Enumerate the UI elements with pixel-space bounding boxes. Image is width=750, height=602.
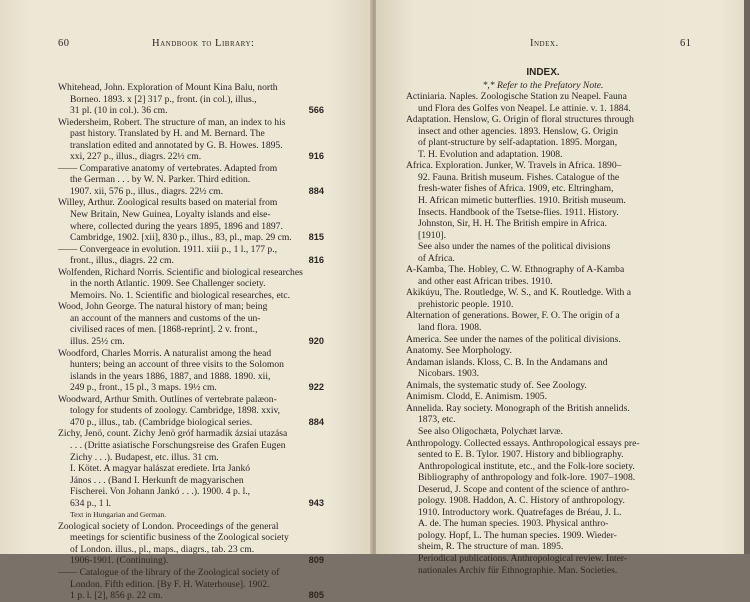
right-entry <box>406 391 680 403</box>
left-entry <box>58 567 324 602</box>
entry-line: hunters; being an account of three visits to the Solomon <box>70 359 284 371</box>
entry-line: —— Comparative anatomy of vertebrates. Adapted from <box>58 162 278 174</box>
right-entry <box>406 160 680 241</box>
entry-line: London. Fifth edition. [By F. H. Waterhouse]. 1902. <box>70 578 270 590</box>
entry-line: [1910]. <box>418 229 446 241</box>
left-entry <box>58 521 324 567</box>
catalogue-number: 920 <box>308 336 324 347</box>
entry-line: of plant-structure by self-adaptation. 1895. Morgan, <box>418 137 618 149</box>
page-edge <box>744 0 750 554</box>
running-header-right: Index. <box>530 38 559 49</box>
right-entry <box>406 380 680 392</box>
catalogue-number: 916 <box>308 151 324 162</box>
entry-line: 1906-1901. (Continuing). <box>70 555 169 567</box>
right-entry <box>406 114 680 160</box>
catalogue-number: 809 <box>308 555 324 566</box>
prefatory-note <box>406 80 680 92</box>
page-number-right: 61 <box>680 38 692 49</box>
catalogue-number: 884 <box>308 185 324 196</box>
entry-line: tology for students of zoology. Cambridge, 1898. xxiv, <box>70 405 281 417</box>
left-entry <box>58 428 324 509</box>
entry-line: Animism. Clodd, E. Animism. 1905. <box>406 391 547 403</box>
entry-line: Memoirs. No. 1. Scientific and biological researches, etc. <box>70 289 291 301</box>
entry-line: Whitehead, John. Exploration of Mount Kina Balu, north <box>58 82 278 93</box>
entry-line: Anatomy. See Morphology. <box>406 345 512 357</box>
entry-line: Zoological society of London. Proceedings of the general <box>58 520 279 532</box>
right-entry <box>406 426 680 438</box>
entry-line: 1910. Introductory work. Quatrefages de Bréau, J. L. <box>418 506 622 518</box>
left-entry <box>58 82 324 117</box>
entry-line: front., illus., diagrs. 22 cm. <box>70 255 174 267</box>
running-header-left: Handbook to Library: <box>152 38 255 49</box>
entry-line: Andaman islands. Kloss, C. B. In the Andamans and <box>406 356 608 368</box>
entry-line: Zichy, Jenö, count. Zichy Jenö gróf harmadik ázsiai utazása <box>58 428 288 440</box>
right-entry <box>406 357 680 380</box>
left-entry <box>58 301 324 347</box>
entry-line: Deserud, J. Scope and content of the science of anthro- <box>418 483 630 495</box>
entry-line: . . . (Dritte asiatische Forschungsreise des Grafen Eugen <box>70 439 286 451</box>
entry-line: Africa. Exploration. Junker, W. Travels in Africa. 1890– <box>406 160 622 172</box>
right-entry <box>406 438 680 577</box>
right-entry <box>406 403 680 426</box>
entry-line: —— Convergeace in evolution. 1911. xiii p., 1 l., 177 p., <box>58 243 278 255</box>
entry-line: translation edited and annotated by G. B. Howes. 1895. <box>70 139 283 151</box>
entry-line: of London. illus., pl., maps., diagrs., tab. 23 cm. <box>70 543 255 555</box>
entry-line: János . . . (Band I. Herkunft de magyarischen <box>70 474 244 486</box>
entry-line: prehistoric people. 1910. <box>418 298 514 310</box>
right-page <box>376 0 750 576</box>
entry-line: 249 p., front., 15 pl., 3 maps. 19½ cm. <box>70 382 217 394</box>
left-page <box>0 0 372 602</box>
catalogue-number: 884 <box>308 416 324 427</box>
entry-line: land flora. 1908. <box>418 322 482 334</box>
entry-line: Animals, the systematic study of. See Zoology. <box>406 379 587 391</box>
entry-line: H. African mimetic butterflies. 1910. British museum. <box>418 195 626 207</box>
entry-line: where, collected during the years 1895, 1896 and 1897. <box>70 220 283 232</box>
index-title: INDEX. <box>526 67 560 78</box>
right-entry <box>406 334 680 346</box>
entry-line: the German . . . by W. N. Parker. Third edition. <box>70 174 251 186</box>
entry-line: in the north Atlantic. 1909. See Challenger society. <box>70 278 266 290</box>
catalogue-number: 815 <box>308 232 324 243</box>
entry-line: 634 p., 1 l. <box>70 497 112 509</box>
left-entry <box>58 394 324 429</box>
entry-line: illus. 25½ cm. <box>70 336 125 348</box>
entry-line: Wolfenden, Richard Norris. Scientific and biological researches <box>58 266 303 278</box>
entry-line: I. Kötet. A magyar halászat erediete. Irta Jankó <box>70 463 251 475</box>
left-entry <box>58 163 324 198</box>
entry-line: Zichy . . .). Budapest, etc. illus. 31 cm. <box>70 451 219 463</box>
entry-line: 1873, etc. <box>418 414 456 426</box>
entry-line: and other east African tribes. 1910. <box>418 275 553 287</box>
right-entry <box>406 345 680 357</box>
prefatory-note-text: *,* Refer to the Prefatory Note. <box>482 79 604 91</box>
entry-line: Bibliography of anthropology and folk-lore. 1907–1908. <box>418 472 636 484</box>
entry-line: T. H. Evolution and adaptation. 1908. <box>418 148 563 160</box>
entry-line: Cambridge, 1902. [xii], 830 p., illus., 83, pl., map. 29 cm. <box>70 232 292 244</box>
entry-line: Alternation of generations. Bower, F. O. The origin of a <box>406 310 620 322</box>
entry-line: Nicobars. 1903. <box>418 368 480 380</box>
entry-line: 92. Fauna. British museum. Fishes. Catalogue of the <box>418 171 620 183</box>
catalogue-number: 805 <box>308 590 324 601</box>
entry-line: meetings for scientific business of the Zoological society <box>70 532 289 544</box>
entry-line: nationales Archiv für Ethnographie. Man. Societies. <box>418 564 618 576</box>
entry-line: 1 p. l. [2], 856 p. 22 cm. <box>70 590 163 602</box>
entry-line: und Flora des Golfes von Neapel. Le attinie. v. 1. 1884. <box>418 102 631 114</box>
entry-line: civilised races of men. [1868-reprint]. 2 v. front., <box>70 324 258 336</box>
entry-line: insect and other agencies. 1893. Henslow, G. Origin <box>418 125 618 137</box>
entry-line: an account of the manners and customs of the un- <box>70 312 261 324</box>
entry-line: fresh-water fishes of Africa. 1909, etc. Eltringham, <box>418 183 614 195</box>
left-entry <box>58 197 324 243</box>
entry-line: Fischerei. Von Johann Jankó . . .). 1900. 4 p. l., <box>70 486 251 498</box>
entry-line: 1907. xii, 576 p., illus., diagrs. 22½ cm. <box>70 185 223 197</box>
entry-line: Woodward, Arthur Smith. Outlines of vertebrate palæon- <box>58 393 277 405</box>
entry-line: Akikúyu, The. Routledge, W. S., and K. Routledge. With a <box>406 287 631 299</box>
entry-line: See also Oligochæta, Polychæt larvæ. <box>418 425 563 437</box>
entry-line: 470 p., illus., tab. (Cambridge biological series. <box>70 416 253 428</box>
right-entry <box>406 310 680 333</box>
left-entry <box>58 348 324 394</box>
entry-line: Annelida. Ray society. Monograph of the British annelids. <box>406 402 630 414</box>
entry-line: Woodford, Charles Morris. A naturalist among the head <box>58 347 272 359</box>
right-entry <box>406 91 680 114</box>
left-entry <box>58 509 324 521</box>
entry-line: Johnston, Sir, H. H. The British empire in Africa. <box>418 218 607 230</box>
entry-line: A-Kamba, The. Hobley, C. W. Ethnography of A-Kamba <box>406 264 625 276</box>
entry-line: Anthropology. Collected essays. Anthropological essays pre- <box>406 437 640 449</box>
entry-line: sheim, R. The structure of man. 1895. <box>418 541 564 553</box>
entry-line: islands in the years 1886, 1887, and 1888. 1890. xii, <box>70 370 271 382</box>
entry-line: New Britain, New Guinea, Loyalty islands and else- <box>70 209 271 221</box>
left-entry <box>58 267 324 302</box>
catalogue-number: 566 <box>308 105 324 116</box>
catalogue-number: 816 <box>308 255 324 266</box>
left-page-body <box>58 82 324 602</box>
catalogue-number: 922 <box>308 382 324 393</box>
entry-line: Adaptation. Henslow, G. Origin of floral structures through <box>406 114 634 126</box>
right-entry <box>406 241 680 264</box>
left-entry <box>58 244 324 267</box>
entry-line: America. See under the names of the political divisions. <box>406 333 621 345</box>
right-entry <box>406 287 680 310</box>
entry-line: A. de. The human species. 1903. Physical anthro- <box>418 518 609 530</box>
entry-line: Willey, Arthur. Zoological results based on material from <box>58 197 278 209</box>
entry-line: Borneo. 1893. x [2] 317 p., front. (in col.), illus., <box>70 93 257 105</box>
entry-line: See also under the names of the political divisions <box>418 241 611 253</box>
right-entry <box>406 264 680 287</box>
right-page-body <box>406 67 680 576</box>
entry-line: —— Catalogue of the library of the Zoological society of <box>58 566 280 578</box>
page-number-left: 60 <box>58 38 70 49</box>
entry-line: pology. 1908. Haddon, A. C. History of anthropology. <box>418 495 625 507</box>
entry-line: of Africa. <box>418 252 455 264</box>
entry-line: Periodical publications. Anthropological review. Inter- <box>418 552 628 564</box>
entry-line: past history. Translated by H. and M. Bernard. The <box>70 128 265 140</box>
left-entry <box>58 117 324 163</box>
entry-line: Wood, John George. The natural history of man; being <box>58 301 268 313</box>
entry-line: 31 pl. (10 in col.). 36 cm. <box>70 105 168 117</box>
entry-line: xxi, 227 p., illus., diagrs. 22½ cm. <box>70 151 202 163</box>
entry-line: Actiniaria. Naples. Zoologische Station zu Neapel. Fauna <box>406 91 627 103</box>
catalogue-number: 943 <box>308 497 324 508</box>
entry-line: Wiedersheim, Robert. The structure of man, an index to his <box>58 116 286 128</box>
entry-line: Insects. Handbook of the Tsetse-flies. 1911. History. <box>418 206 619 218</box>
entry-line: Anthropological institute, etc., and the Folk-lore society. <box>418 460 635 472</box>
entry-line: sented to E. B. Tylor. 1907. History and bibliography. <box>418 449 624 461</box>
entry-line: Text in Hungarian and German. <box>70 510 167 520</box>
entry-line: pology. Hopf, L. The human species. 1909. Wieder- <box>418 529 617 541</box>
